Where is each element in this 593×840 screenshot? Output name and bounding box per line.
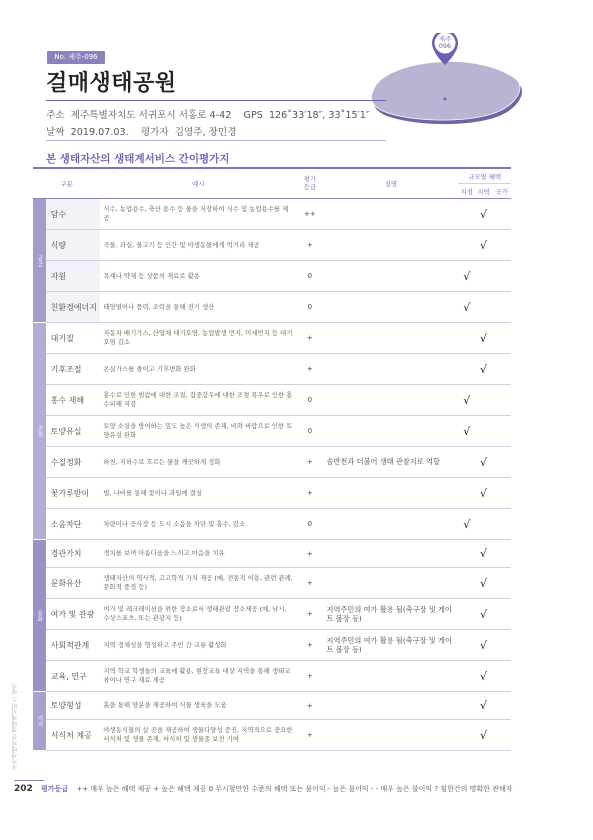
title-divider bbox=[46, 100, 386, 101]
service-description bbox=[324, 261, 459, 292]
service-name: 수질정화 bbox=[46, 447, 101, 478]
service-grade: 0 bbox=[296, 416, 323, 447]
service-name: 문화유산 bbox=[46, 568, 101, 599]
service-example: 식수, 농업용수, 축산 용수 등 물을 저장하여 식수 및 농업용수를 제공 bbox=[100, 199, 296, 230]
service-grade: ++ bbox=[296, 199, 323, 230]
header-scale: 규모별 혜택 bbox=[458, 169, 511, 184]
service-description bbox=[324, 720, 459, 751]
service-example: 흙을 통해 양분을 제공하여 식물 생육을 도움 bbox=[100, 692, 296, 720]
map-pin-number: 096 bbox=[438, 42, 452, 50]
info-divider bbox=[46, 140, 386, 141]
scale-local-check bbox=[458, 720, 475, 751]
service-name: 기후조절 bbox=[46, 354, 101, 385]
service-grade: 0 bbox=[296, 261, 323, 292]
map-pin-region: 제주 bbox=[438, 35, 452, 43]
service-grade: + bbox=[296, 599, 323, 630]
scale-regional-check bbox=[475, 261, 492, 292]
service-name: 교육, 연구 bbox=[46, 661, 101, 692]
table-body bbox=[33, 199, 511, 751]
scale-national-check bbox=[492, 661, 511, 692]
scale-national-check bbox=[492, 261, 511, 292]
scale-local-check bbox=[458, 540, 475, 568]
service-example: 곡물, 과실, 물고기 등 인간 및 야생동물에게 먹거리 제공 bbox=[100, 230, 296, 261]
scale-local-check bbox=[458, 568, 475, 599]
service-grade: + bbox=[296, 568, 323, 599]
service-name: 토양형성 bbox=[46, 692, 101, 720]
header-grade: 평가 등급 bbox=[296, 169, 323, 199]
scale-regional-check: √ bbox=[475, 599, 492, 630]
service-grade: + bbox=[296, 323, 323, 354]
scale-national-check bbox=[492, 385, 511, 416]
service-name: 식량 bbox=[46, 230, 101, 261]
service-name: 토양유실 bbox=[46, 416, 101, 447]
service-description bbox=[324, 199, 459, 230]
service-example: 홍수로 인한 범람에 대한 조절, 집중강우에 대한 조절 폭우로 인한 홍수피해 저감 bbox=[100, 385, 296, 416]
scale-local-check bbox=[458, 354, 475, 385]
service-name: 대기질 bbox=[46, 323, 101, 354]
service-name: 사회적관계 bbox=[46, 630, 101, 661]
scale-national-check bbox=[492, 599, 511, 630]
table-row bbox=[33, 354, 511, 385]
scale-national-check bbox=[492, 354, 511, 385]
service-description bbox=[324, 385, 459, 416]
service-description bbox=[324, 568, 459, 599]
service-example: 토양 소실을 방어하는 밀도 높은 식생의 존재, 비와 바람으로 인한 토양유실 완화 bbox=[100, 416, 296, 447]
assessment-table bbox=[33, 169, 511, 751]
scale-regional-check bbox=[475, 416, 492, 447]
table-row bbox=[33, 692, 511, 720]
table-row bbox=[33, 540, 511, 568]
service-grade: + bbox=[296, 720, 323, 751]
scale-regional-check: √ bbox=[475, 692, 492, 720]
table-row bbox=[33, 385, 511, 416]
service-grade: + bbox=[296, 540, 323, 568]
table-row bbox=[33, 230, 511, 261]
scale-local-check bbox=[458, 661, 475, 692]
service-description: 지역주민의 여가 활용 됨(축구장 및 게이트 볼장 등) bbox=[324, 630, 459, 661]
table-row bbox=[33, 661, 511, 692]
scale-local-check bbox=[458, 447, 475, 478]
table-row bbox=[33, 199, 511, 230]
scale-national-check bbox=[492, 692, 511, 720]
service-description bbox=[324, 509, 459, 540]
service-example: 경치를 보며 아름다움을 느끼고 마음을 치유 bbox=[100, 540, 296, 568]
side-running-text: 국가생태자산 생태계서비스 평가 bbox=[12, 682, 19, 770]
service-name: 담수 bbox=[46, 199, 101, 230]
service-description bbox=[324, 416, 459, 447]
jeju-map-icon bbox=[355, 33, 530, 133]
service-name: 홍수 재해 bbox=[46, 385, 101, 416]
service-grade: + bbox=[296, 692, 323, 720]
header-description: 설명 bbox=[324, 169, 459, 199]
scale-national-check bbox=[492, 292, 511, 323]
service-example: 하천, 지하수로 흐르는 물을 깨끗하게 정화 bbox=[100, 447, 296, 478]
service-name: 꽃가루받이 bbox=[46, 478, 101, 509]
address-value: 제주특별자치도 서귀포시 서홍로 4-42 bbox=[70, 110, 232, 121]
scale-national-check bbox=[492, 323, 511, 354]
table-row bbox=[33, 416, 511, 447]
scale-local-check: √ bbox=[458, 509, 475, 540]
date-line bbox=[46, 124, 236, 138]
service-grade: + bbox=[296, 354, 323, 385]
category-group-label: 공급 bbox=[33, 199, 46, 323]
service-example: 여가 및 레크레이션을 위한 장소로서 생태관광 장소제공 (예, 낚시, 수상스포츠, 또는 관광지 등) bbox=[100, 599, 296, 630]
service-name: 여가 및 관광 bbox=[46, 599, 101, 630]
scale-regional-check: √ bbox=[475, 323, 492, 354]
service-grade: + bbox=[296, 447, 323, 478]
scale-local-check: √ bbox=[458, 292, 475, 323]
service-description bbox=[324, 540, 459, 568]
page-title: 걸매생태공원 bbox=[46, 71, 177, 96]
header-local: 지점 bbox=[458, 184, 475, 199]
service-grade: 0 bbox=[296, 509, 323, 540]
scale-local-check bbox=[458, 630, 475, 661]
scale-local-check bbox=[458, 199, 475, 230]
service-example: 태양열이나 풍력, 조력을 통해 전기 생산 bbox=[100, 292, 296, 323]
scale-local-check bbox=[458, 230, 475, 261]
table-row bbox=[33, 261, 511, 292]
service-example: 지역 학교 학생들의 교육에 활용, 현장교육 대상 지역을 통해 생태교육이나 연구 재료 제공 bbox=[100, 661, 296, 692]
service-example: 지역 정체성을 형성하고 주민 간 교류 활성화 bbox=[100, 630, 296, 661]
category-group-label: 조절 bbox=[33, 323, 46, 540]
scale-regional-check: √ bbox=[475, 630, 492, 661]
legend-label: 평가등급 bbox=[41, 785, 69, 793]
service-example: 벌, 나비를 통해 꽃이나 과일에 결실 bbox=[100, 478, 296, 509]
scale-regional-check: √ bbox=[475, 661, 492, 692]
service-grade: + bbox=[296, 630, 323, 661]
scale-local-check: √ bbox=[458, 416, 475, 447]
evaluator-value: 김영주, 장민경 bbox=[174, 127, 237, 138]
service-description bbox=[324, 692, 459, 720]
scale-local-check: √ bbox=[458, 261, 475, 292]
service-description bbox=[324, 230, 459, 261]
table-row bbox=[33, 720, 511, 751]
scale-regional-check bbox=[475, 292, 492, 323]
service-example: 차량이나 공사장 등 도시 소음을 차단 및 흡수, 감소 bbox=[100, 509, 296, 540]
header-national: 국가 bbox=[492, 184, 511, 199]
date-value: 2019.07.03. bbox=[70, 127, 129, 138]
scale-national-check bbox=[492, 540, 511, 568]
service-description bbox=[324, 323, 459, 354]
scale-national-check bbox=[492, 568, 511, 599]
service-grade: 0 bbox=[296, 292, 323, 323]
address-label: 주소 bbox=[46, 110, 65, 121]
table-row bbox=[33, 478, 511, 509]
header-category: 구분 bbox=[33, 169, 100, 199]
scale-national-check bbox=[492, 199, 511, 230]
service-description bbox=[324, 292, 459, 323]
scale-regional-check: √ bbox=[475, 199, 492, 230]
service-description bbox=[324, 661, 459, 692]
table-row bbox=[33, 599, 511, 630]
table-row bbox=[33, 630, 511, 661]
service-example: 목재나 약재 등 상품의 재료로 활용 bbox=[100, 261, 296, 292]
scale-regional-check: √ bbox=[475, 568, 492, 599]
table-row bbox=[33, 447, 511, 478]
scale-regional-check: √ bbox=[475, 540, 492, 568]
scale-local-check bbox=[458, 478, 475, 509]
scale-national-check bbox=[492, 630, 511, 661]
service-name: 친환경에너지 bbox=[46, 292, 101, 323]
scale-regional-check: √ bbox=[475, 230, 492, 261]
scale-national-check bbox=[492, 478, 511, 509]
category-group-label: 지지 bbox=[33, 692, 46, 751]
header-regional: 지역 bbox=[475, 184, 492, 199]
scale-national-check bbox=[492, 509, 511, 540]
header-example: 예시 bbox=[100, 169, 296, 199]
site-number-badge: No. 제주-096 bbox=[47, 51, 105, 64]
gps-label: GPS bbox=[243, 110, 263, 121]
date-label: 날짜 bbox=[46, 127, 65, 138]
table-row bbox=[33, 509, 511, 540]
service-name: 서식처 제공 bbox=[46, 720, 101, 751]
service-description bbox=[324, 354, 459, 385]
scale-local-check bbox=[458, 692, 475, 720]
scale-national-check bbox=[492, 720, 511, 751]
service-name: 자원 bbox=[46, 261, 101, 292]
legend-text: ++ 매우 높은 혜택 제공 + 높은 혜택 제공 0 무시할만한 수준의 혜택 또는 불이익 - 높은 불이익 - - 매우 높은 불이익 ? 힘한간의 명확한 관해자 bbox=[76, 785, 513, 793]
service-example: 온실가스를 줄이고 기후변화 완화 bbox=[100, 354, 296, 385]
table-row bbox=[33, 323, 511, 354]
scale-local-check bbox=[458, 323, 475, 354]
gps-value: 126˚33′18″, 33˚15′1″ bbox=[268, 110, 370, 121]
service-description bbox=[324, 478, 459, 509]
scale-local-check: √ bbox=[458, 385, 475, 416]
service-example: 생태자산의 역사적, 고고학적 가치 제공 (예, 전통적 이용, 관련 관례, 문화적 풍경 등) bbox=[100, 568, 296, 599]
footer bbox=[14, 784, 512, 794]
footer-rule bbox=[14, 780, 44, 781]
service-example: 자동차 배기가스, 산업체 대기오염, 농업발생 먼지, 미세먼지 등 대기오염 감소 bbox=[100, 323, 296, 354]
scale-regional-check: √ bbox=[475, 478, 492, 509]
table-row bbox=[33, 292, 511, 323]
service-description: 솜반천과 더불어 생태 관찰지로 역할 bbox=[324, 447, 459, 478]
table-row bbox=[33, 568, 511, 599]
service-example: 야생동식물의 살 곳을 제공하여 생물다양성 증진, 지역적으로 중요한 서식처 및 생물 존재, 서식처 및 생물종 보전 기여 bbox=[100, 720, 296, 751]
scale-local-check bbox=[458, 599, 475, 630]
scale-regional-check: √ bbox=[475, 354, 492, 385]
service-grade: 0 bbox=[296, 385, 323, 416]
service-grade: + bbox=[296, 230, 323, 261]
scale-national-check bbox=[492, 230, 511, 261]
address-line bbox=[46, 107, 369, 121]
scale-national-check bbox=[492, 416, 511, 447]
scale-regional-check bbox=[475, 509, 492, 540]
service-description: 지역주민의 여가 활용 됨(축구장 및 게이트 볼장 등) bbox=[324, 599, 459, 630]
service-name: 경관가치 bbox=[46, 540, 101, 568]
scale-regional-check bbox=[475, 385, 492, 416]
scale-national-check bbox=[492, 447, 511, 478]
scale-regional-check: √ bbox=[475, 447, 492, 478]
category-group-label: 문화 bbox=[33, 540, 46, 692]
evaluator-label: 평가자 bbox=[140, 127, 169, 138]
service-grade: + bbox=[296, 478, 323, 509]
page-number: 202 bbox=[14, 784, 33, 794]
scale-regional-check: √ bbox=[475, 720, 492, 751]
service-name: 소음차단 bbox=[46, 509, 101, 540]
service-grade: + bbox=[296, 661, 323, 692]
section-title: 본 생태자산의 생태계서비스 간이평가지 bbox=[46, 153, 230, 165]
